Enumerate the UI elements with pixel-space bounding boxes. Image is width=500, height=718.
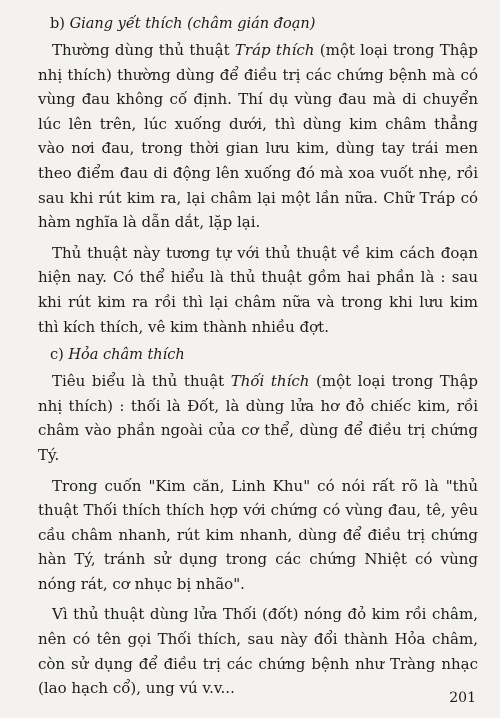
section-b-label: b): [50, 16, 70, 32]
paragraph-3-text-a: Tiêu biểu là thủ thuật: [52, 372, 231, 391]
section-c-heading: [50, 345, 478, 365]
paragraph-2: Thủ thuật này tương tự với thủ thuật về kim cách đoạn hiện nay. Có thể hiểu là thủ thuật gồm hai phần là : sau khi rút kim ra rồi thì lại châm nữa và trong khi lưu kim thì kích thích, vê kim thành nhiều đợt.: [38, 243, 478, 336]
paragraph-1-term: Tráp thích: [234, 41, 315, 59]
paragraph-3-term: Thối thích: [230, 372, 310, 391]
paragraph-5: Vì thủ thuật dùng lửa Thối (đốt) nóng đỏ kim rồi châm, nên có tên gọi Thối thích, sau này đổi thành Hỏa châm, còn sử dụng để điều trị các chứng bệnh như Tràng nhạc (lao hạch cổ), ung vú v.v...: [38, 605, 478, 698]
paragraph-3: [38, 369, 478, 467]
paragraph-1: [38, 38, 478, 235]
paragraph-4: Trong cuốn "Kim căn, Linh Khu" có nói rất rõ là "thủ thuật Thối thích thích hợp với chứng có vùng đau, tê, yêu cầu châm nhanh, rút kim nhanh, dùng để điều trị chứng hàn Tý, tránh sử dụng trong các chứng Nhiệt có vùng nóng rát, cơ nhục bị nhão".: [38, 476, 478, 593]
section-b-heading: [50, 14, 478, 34]
section-c-title: Hỏa châm thích: [68, 347, 185, 364]
paragraph-3-text-b: (một loại trong Thập nhị thích) : thối là Đốt, là dùng lửa hơ đỏ chiếc kim, rồi châm vào phần ngoài của cơ thể, dùng để điều trị chứng Tý.: [38, 372, 478, 464]
paragraph-1-text-b: (một loại trong Thập nhị thích) thường dùng để điều trị các chứng bệnh mà có vùng đau không cố định. Thí dụ vùng đau mà di chuyển lúc lên trên, lúc xuống dưới, thì dùng kim châm thẳng vào nơi đau, trong thời gian lưu kim, dùng tay trái men theo điểm đau di động lên xuống đó mà xoa vuốt nhẹ, rồi sau khi rút kim ra, lại châm lại một lần nữa. Chữ Tráp có hàm nghĩa là dẫn dắt, lặp lại.: [38, 41, 478, 232]
section-c-label: c): [50, 347, 69, 364]
paragraph-1-text-a: Thường dùng thủ thuật: [52, 41, 235, 59]
page-number: 201: [449, 690, 476, 706]
section-b-title: Giang yết thích (châm gián đoạn): [69, 16, 316, 32]
